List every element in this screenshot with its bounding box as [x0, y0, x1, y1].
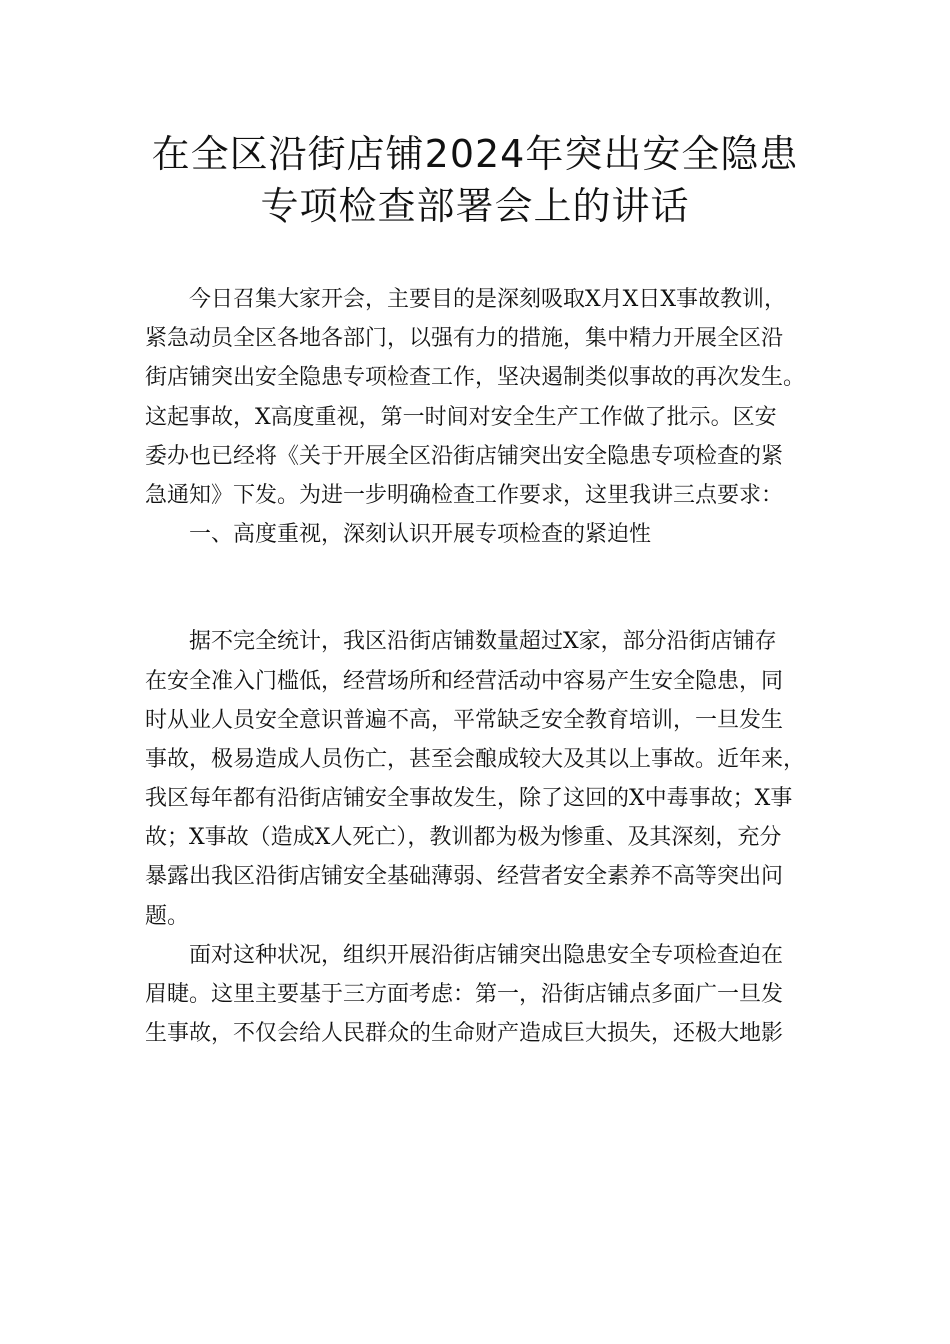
text-line: 我区每年都有沿街店铺安全事故发生，除了这回的X中毒事故；X事	[145, 786, 793, 812]
section-heading-1	[145, 515, 835, 554]
text-line: 街店铺突出安全隐患专项检查工作，坚决遏制类似事故的再次发生。	[145, 365, 806, 391]
text-line: 据不完全统计，我区沿街店铺数量超过X家，部分沿街店铺存	[189, 629, 777, 655]
text-line: 时从业人员安全意识普遍不高，平常缺乏安全教育培训，一旦发生	[145, 707, 784, 733]
text-line: 生事故，不仅会给人民群众的生命财产造成巨大损失，还极大地影	[145, 1021, 784, 1047]
heading-line: 一、高度重视，深刻认识开展专项检查的紧迫性	[189, 522, 652, 548]
text-line: 暴露出我区沿街店铺安全基础薄弱、经营者安全素养不高等突出问	[145, 864, 784, 890]
text-line: 面对这种状况，组织开展沿街店铺突出隐患安全专项检查迫在	[189, 942, 784, 968]
paragraph-statistics	[145, 622, 835, 936]
text-line: 在安全准入门槛低，经营场所和经营活动中容易产生安全隐患，同	[145, 668, 784, 694]
document-body	[145, 280, 835, 1053]
paragraph-intro	[145, 280, 835, 515]
paragraph-spacer	[145, 554, 835, 622]
text-line: 急通知》下发。为进一步明确检查工作要求，这里我讲三点要求：	[145, 482, 784, 508]
text-line: 今日召集大家开会，主要目的是深刻吸取X月X日X事故教训，	[189, 287, 786, 312]
text-line: 这起事故，X高度重视，第一时间对安全生产工作做了批示。区安	[145, 404, 777, 430]
text-line: 眉睫。这里主要基于三方面考虑：第一，沿街店铺点多面广一旦发	[145, 982, 784, 1007]
text-line: 故；X事故（造成X人死亡），教训都为极为惨重、及其深刻，充分	[145, 825, 782, 851]
document-title	[0, 128, 950, 232]
title-line-1: 在全区沿街店铺2024年突出安全隐患	[151, 132, 799, 176]
text-line: 事故，极易造成人员伤亡，甚至会酿成较大及其以上事故。近年来，	[145, 746, 806, 772]
text-line: 委办也已经将《关于开展全区沿街店铺突出安全隐患专项检查的紧	[145, 443, 784, 469]
title-line-2: 专项检查部署会上的讲话	[260, 184, 690, 228]
paragraph-urgency	[145, 936, 835, 1054]
text-line: 题。	[145, 903, 190, 929]
text-line: 紧急动员全区各地各部门，以强有力的措施，集中精力开展全区沿	[145, 326, 784, 352]
